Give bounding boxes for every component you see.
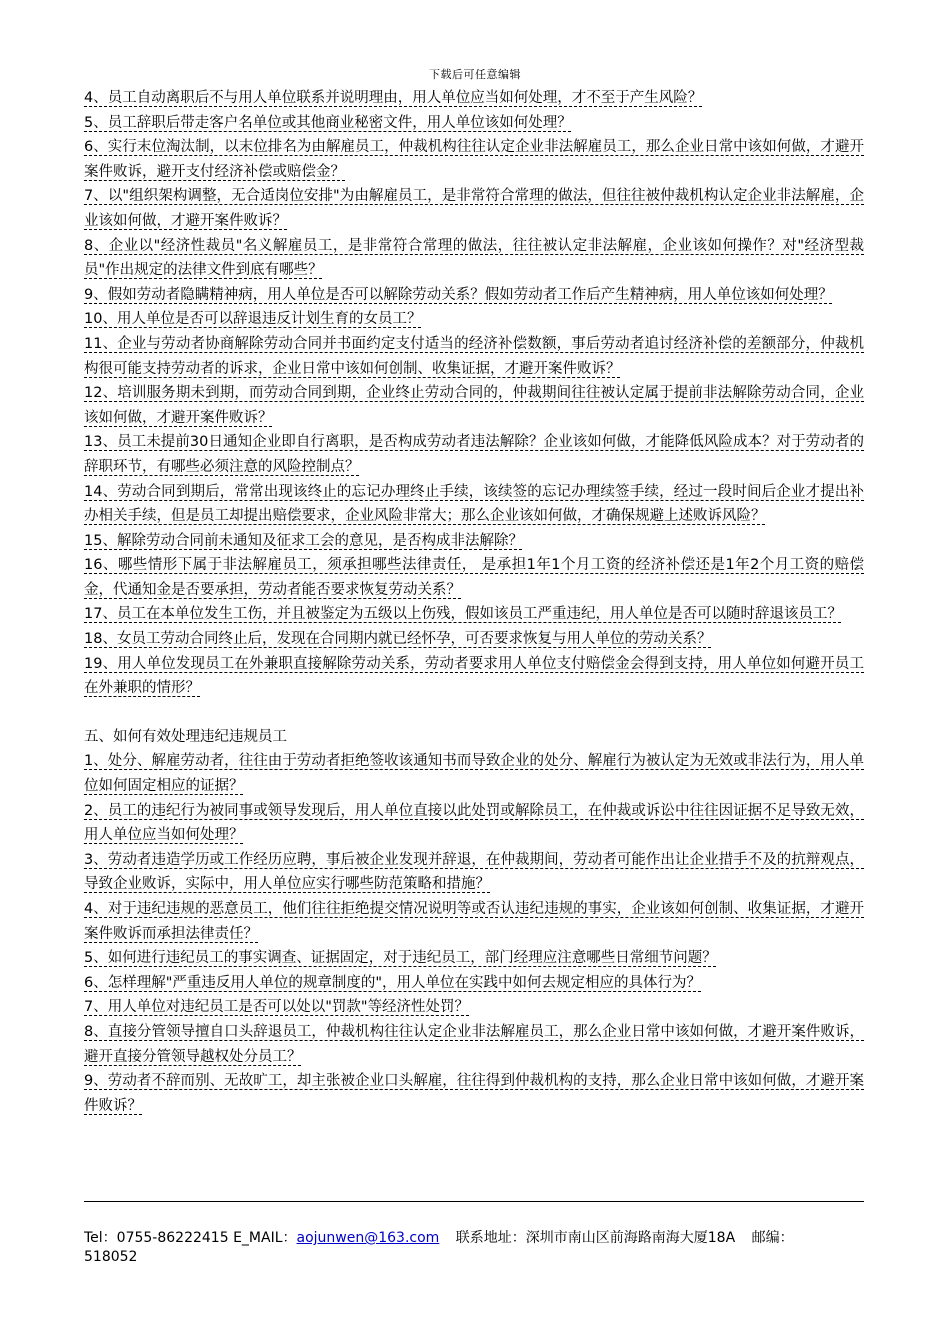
question-item: 9、劳动者不辞而别、无故旷工，却主张被企业口头解雇，往往得到仲裁机构的支持，那么企业日常中该如何做，才避开案件败诉？	[84, 1073, 864, 1114]
section5-title: 五、如何有效处理违纪违规员工	[84, 728, 287, 745]
question-item: 1、处分、解雇劳动者，往往由于劳动者拒绝签收该通知书而导致企业的处分、解雇行为被认定为无效或非法行为，用人单位如何固定相应的证据？	[84, 753, 864, 795]
question-item: 19、用人单位发现员工在外兼职直接解除劳动关系，劳动者要求用人单位支付赔偿金会得到支持，用人单位如何避开员工在外兼职的情形？	[84, 655, 864, 697]
section4-question-list	[84, 86, 864, 701]
document-body	[84, 86, 864, 1118]
footer-divider	[84, 1201, 864, 1202]
question-item: 6、实行末位淘汰制，以末位排名为由解雇员工，仲裁机构往往认定企业非法解雇员工，那么企业日常中该如何做，才避开案件败诉，避开支付经济补偿或赔偿金？	[84, 139, 864, 180]
section5-question-list	[84, 749, 864, 1118]
question-item: 3、劳动者违造学历或工作经历应聘，事后被企业发现并辞退，在仲裁期间，劳动者可能作出让企业措手不及的抗辩观点，导致企业败诉，实际中，用人单位应实行哪些防范策略和措施？	[84, 851, 864, 893]
footer-tel: Tel：0755-86222415	[84, 1230, 229, 1246]
footer-email-link[interactable]: aojunwen@163.com	[296, 1230, 440, 1246]
question-item: 13、员工未提前30日通知企业即自行离职，是否构成劳动者违法解除？企业该如何做，才能降低风险成本？对于劳动者的辞职环节，有哪些必须注意的风险控制点？	[84, 434, 864, 475]
footer-postcode-label: 邮编：	[751, 1230, 794, 1246]
question-item: 2、员工的违纪行为被同事或领导发现后，用人单位直接以此处罚或解除员工，在仲裁或诉讼中往往因证据不足导致无效，用人单位应当如何处理？	[84, 802, 864, 844]
question-item: 14、劳动合同到期后，常常出现该终止的忘记办理终止手续，该续签的忘记办理续签手续，经过一段时间后企业才提出补办相关手续，但是员工却提出赔偿要求，企业风险非常大；那么企业该如何做，才确保规避上述败诉风险？	[84, 483, 864, 525]
header-note: 下载后可任意编辑	[429, 68, 521, 81]
question-item: 11、企业与劳动者协商解除劳动合同并书面约定支付适当的经济补偿数额，事后劳动者追讨经济补偿的差额部分，仲裁机构很可能支持劳动者的诉求，企业日常中该如何创制、收集证据，才避开案件败诉？	[84, 335, 864, 377]
question-item: 8、企业以"经济性裁员"名义解雇员工，是非常符合常理的做法，往往被认定非法解雇，企业该如何操作？对"经济型裁员"作出规定的法律文件到底有哪些？	[84, 237, 864, 279]
question-item: 15、解除劳动合同前未通知及征求工会的意见，是否构成非法解除？	[84, 532, 523, 549]
section-spacer	[84, 701, 864, 725]
question-item: 4、员工自动离职后不与用人单位联系并说明理由，用人单位应当如何处理，才不至于产生风险？	[84, 90, 703, 106]
question-item: 5、如何进行违纪员工的事实调查、证据固定，对于违纪员工，部门经理应注意哪些日常细节问题？	[84, 950, 717, 967]
question-item: 12、培训服务期未到期，而劳动合同到期，企业终止劳动合同的，仲裁期间往往被认定属于提前非法解除劳动合同，企业该如何做，才避开案件败诉？	[84, 385, 864, 426]
question-item: 5、员工辞职后带走客户名单位或其他商业秘密文件，用人单位该如何处理？	[84, 114, 572, 131]
question-item: 4、对于违纪违规的恶意员工，他们往往拒绝提交情况说明等或否认违纪违规的事实，企业该如何创制、收集证据，才避开案件败诉而承担法律责任？	[84, 901, 864, 942]
question-item: 7、用人单位对违纪员工是否可以处以"罚款"等经济性处罚？	[84, 999, 470, 1016]
question-item: 9、假如劳动者隐瞒精神病，用人单位是否可以解除劳动关系？假如劳动者工作后产生精神病，用人单位该如何处理？	[84, 286, 833, 303]
question-item: 6、怎样理解"严重违反用人单位的规章制度的"，用人单位在实践中如何去规定相应的具体行为？	[84, 974, 702, 991]
question-item: 7、以"组织架构调整，无合适岗位安排"为由解雇员工，是非常符合常理的做法，但往往被仲裁机构认定企业非法解雇，企业该如何做，才避开案件败诉？	[84, 188, 864, 229]
question-item: 17、员工在本单位发生工伤，并且被鉴定为五级以上伤残，假如该员工严重违纪，用人单位是否可以随时辞退该员工？	[84, 606, 842, 623]
question-item: 10、用人单位是否可以辞退违反计划生育的女员工？	[84, 311, 422, 328]
footer-email-label: E_MAIL：	[233, 1230, 297, 1246]
contact-footer	[84, 1229, 864, 1267]
question-item: 16、哪些情形下属于非法解雇员工，须承担哪些法律责任， 是承担1年1个月工资的经济补偿还是1年2个月工资的赔偿金，代通知金是否要承担，劳动者能否要求恢复劳动关系？	[84, 557, 864, 598]
question-item: 8、直接分管领导擅自口头辞退员工，仲裁机构往往认定企业非法解雇员工，那么企业日常中该如何做，才避开案件败诉，避开直接分管领导越权处分员工？	[84, 1023, 864, 1065]
footer-address: 联系地址：深圳市南山区前海路南海大厦18A	[455, 1230, 736, 1246]
footer-postcode: 518052	[84, 1249, 138, 1265]
question-item: 18、女员工劳动合同终止后，发现在合同期内就已经怀孕，可否要求恢复与用人单位的劳动关系？	[84, 631, 712, 648]
